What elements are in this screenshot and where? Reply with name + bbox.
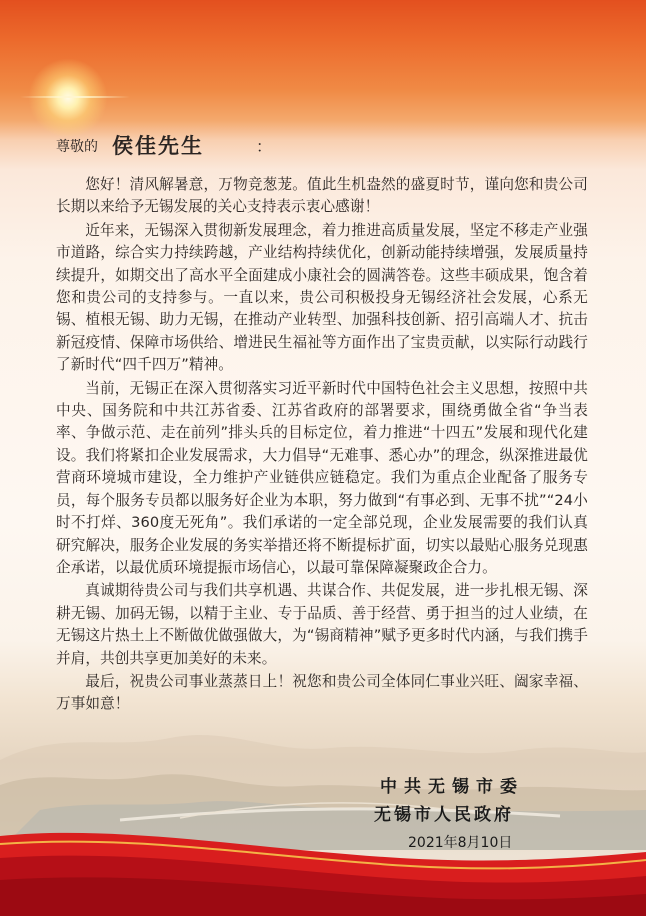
paragraph-achievements: 近年来，无锡深入贯彻新发展理念，着力推进高质量发展，坚定不移走产业强市道路，综合实力持续跨越，产业结构持续优化，创新动能持续增强，发展质量持续提升，如期交出了高水平全面建成小康社会的圆满答卷。这些丰硕成果，饱含着您和贵公司的支持参与。一直以来，贵公司积极投身无锡经济社会发展，心系无锡、植根无锡、助力无锡，在推动产业转型、加强科技创新、招引高端人才、抗击新冠疫情、保障市场供给、增进民生福祉等方面作出了宝贵贡献，以实际行动践行了新时代“四千四万”精神。 [56, 221, 588, 374]
salutation-colon: ： [256, 137, 273, 156]
recipient-name: 侯佳先生 [112, 134, 204, 158]
paragraph-expectation: 真诚期待贵公司与我们共享机遇、共谋合作、共促发展，进一步扎根无锡、深耕无锡、加码无锡，以精于主业、专于品质、善于经营、勇于担当的过人业绩，在无锡这片热土上不断做优做强做大，为“锡商精神”赋予更多时代内涵，与我们携手并肩，共创共享更加美好的未来。 [56, 582, 588, 667]
signature-date: 2021年8月10日 [408, 835, 513, 851]
letter-body [56, 174, 588, 717]
signature-government: 无锡市人民政府 [374, 805, 514, 825]
salutation [56, 128, 616, 160]
sun-flare [20, 96, 130, 98]
salutation-prefix: 尊敬的 [56, 139, 98, 155]
paragraph-greeting: 您好！清风解暑意，万物竞葱茏。值此生机盎然的盛夏时节，谨向您和贵公司长期以来给予无锡发展的关心支持表示衷心感谢！ [56, 176, 588, 216]
signature-party-committee: 中共无锡市委 [380, 777, 524, 797]
paragraph-current-work: 当前，无锡正在深入贯彻落实习近平新时代中国特色社会主义思想，按照中共中央、国务院和中共江苏省委、江苏省政府的部署要求，围绕勇做全省“争当表率、争做示范、走在前列”排头兵的目标定位，着力推进“十四五”发展和现代化建设。我们将紧扣企业发展需求，大力倡导“无难事、悉心办”的理念，纵深推进最优营商环境城市建设，全力维护产业链供应链稳定。我们为重点企业配备了服务专员，每个服务专员都以服务好企业为本职，努力做到“有事必到、无事不扰”“24小时不打烊、360度无死角”。我们承诺的一定全部兑现，企业发展需要的我们认真研究解决，服务企业发展的务实举措还将不断提标扩面，切实以最贴心服务兑现惠企承诺，以最优质环境提振市场信心，以最可靠保障凝聚政企合力。 [56, 379, 588, 576]
sun-glow [28, 58, 108, 138]
paragraph-closing: 最后，祝贵公司事业蒸蒸日上！祝您和贵公司全体同仁事业兴旺、阖家幸福、万事如意！ [56, 672, 588, 713]
red-ribbon-decoration [0, 800, 646, 916]
